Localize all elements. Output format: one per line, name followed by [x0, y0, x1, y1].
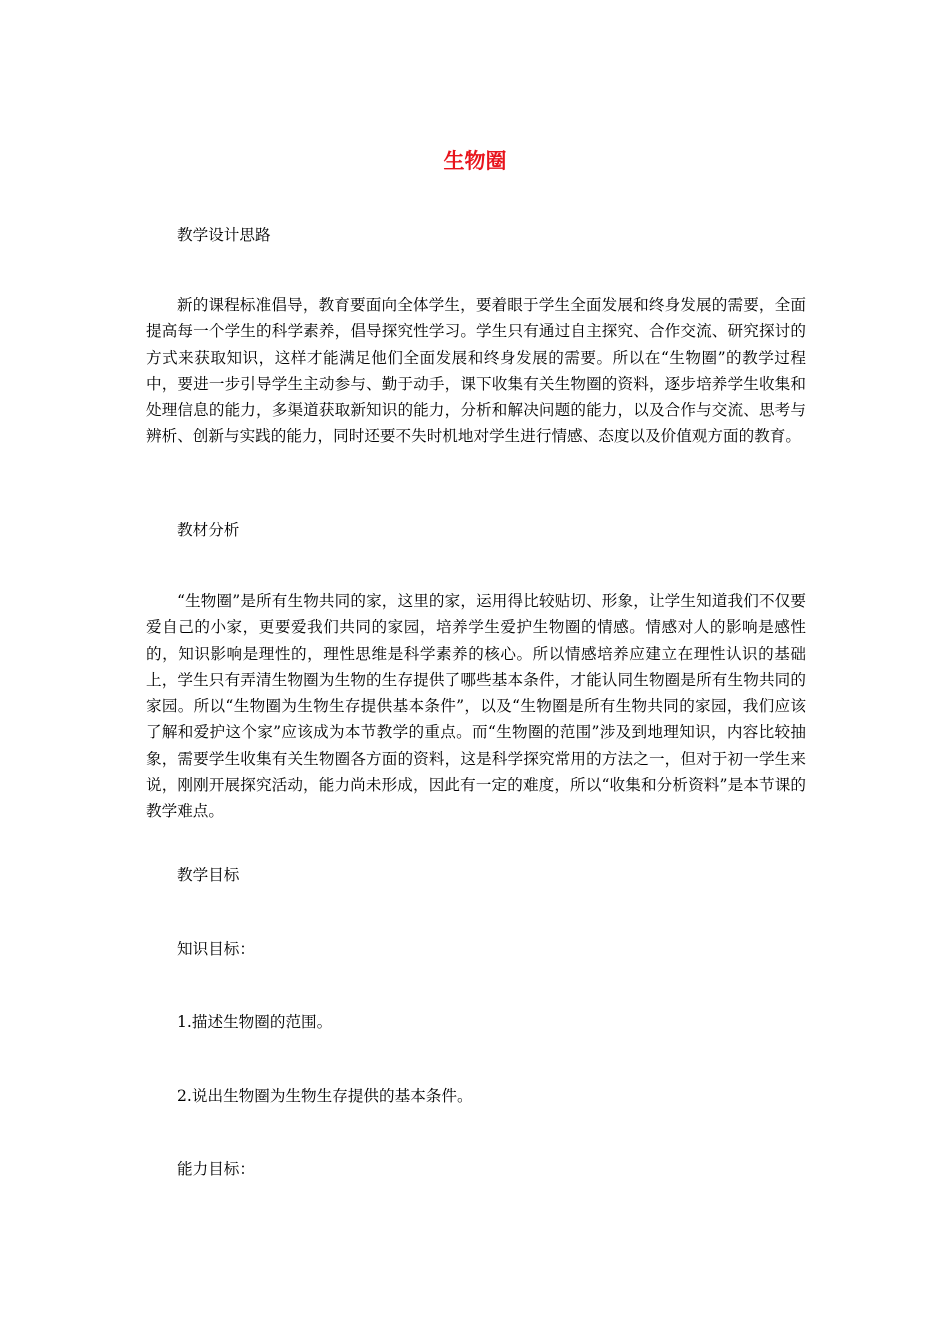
list-item-1: 1.描述生物圈的范围。 [177, 1013, 333, 1031]
section-heading-objectives: 教学目标 [177, 866, 240, 884]
paragraph-design: 新的课程标准倡导，教育要面向全体学生，要着眼于学生全面发展和终身发展的需要，全面提高每一个学生的科学素养，倡导探究性学习。学生只有通过自主探究、合作交流、研究探讨的方式来获取知识，这样才能满足他们全面发展和终身发展的需要。所以在“生物圈”的教学过程中，要进一步引导学生主动参与、勤于动手，课下收集有关生物圈的资料，逐步培养学生收集和处理信息的能力，多渠道获取新知识的能力，分析和解决问题的能力，以及合作与交流、思考与辨析、创新与实践的能力，同时还要不失时机地对学生进行情感、态度以及价值观方面的教育。 [146, 296, 806, 446]
section-heading-design: 教学设计思路 [177, 226, 271, 244]
document-title: 生物圈 [443, 149, 507, 173]
subheading-knowledge: 知识目标： [177, 940, 255, 958]
list-item-2: 2.说出生物圈为生物生存提供的基本条件。 [177, 1087, 473, 1105]
section-heading-analysis: 教材分析 [177, 521, 240, 539]
paragraph-analysis: “生物圈”是所有生物共同的家，这里的家，运用得比较贴切、形象，让学生知道我们不仅要爱自己的小家，更要爱我们共同的家园，培养学生爱护生物圈的情感。情感对人的影响是感性的，知识影响是理性的，理性思维是科学素养的核心。所以情感培养应建立在理性认识的基础上，学生只有弄清生物圈为生物的生存提供了哪些基本条件，才能认同生物圈是所有生物共同的家园。所以“生物圈为生物生存提供基本条件”，以及“生物圈是所有生物共同的家园，我们应该了解和爱护这个家”应该成为本节教学的重点。而“生物圈的范围”涉及到地理知识，内容比较抽象，需要学生收集有关生物圈各方面的资料，这是科学探究常用的方法之一，但对于初一学生来说，刚刚开展探究活动，能力尚未形成，因此有一定的难度，所以“收集和分析资料”是本节课的教学难点。 [146, 592, 806, 821]
subheading-ability: 能力目标： [177, 1160, 255, 1178]
